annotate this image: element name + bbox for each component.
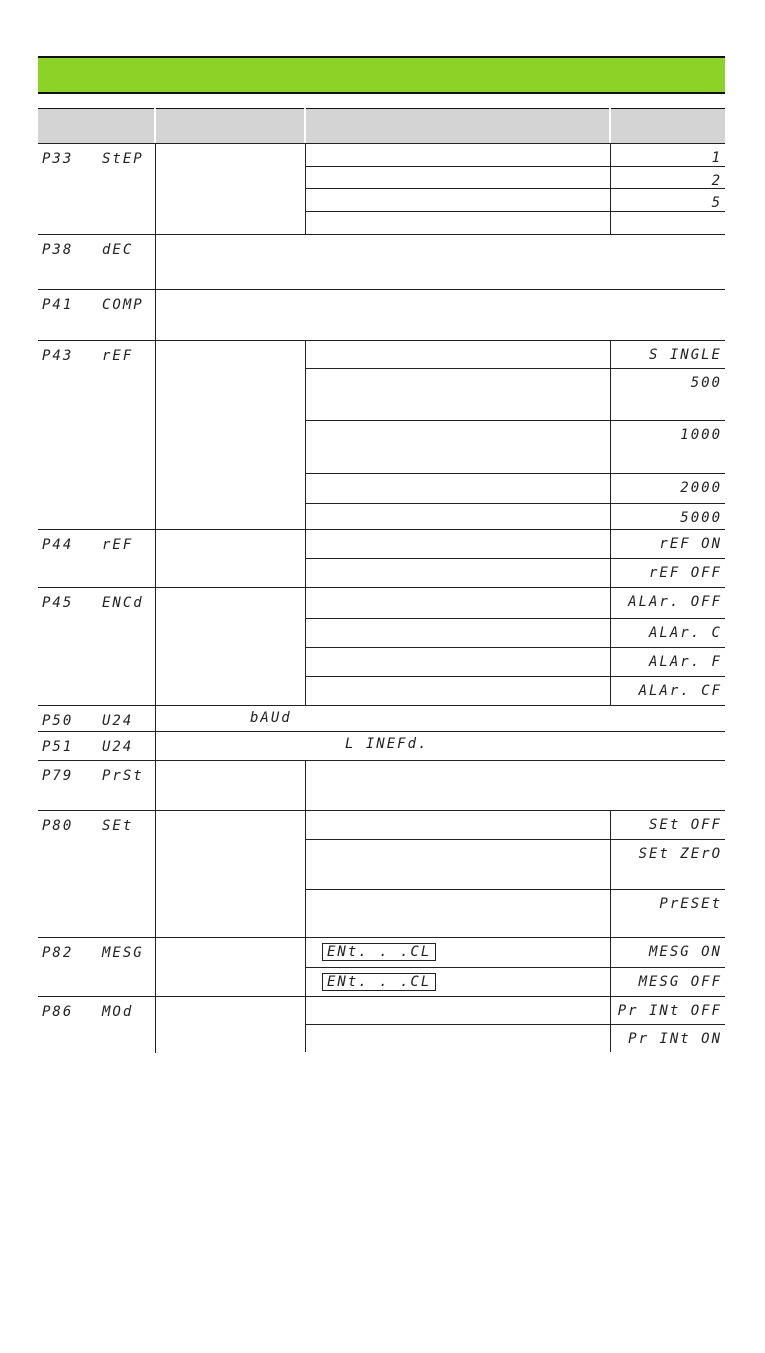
sub-row-divider bbox=[305, 676, 725, 677]
param-code bbox=[42, 714, 152, 728]
sub-row-divider bbox=[305, 368, 725, 369]
column-divider-2 bbox=[305, 810, 306, 937]
row-divider bbox=[38, 731, 725, 732]
row-divider bbox=[38, 234, 725, 235]
param-mnemonic: ENCd bbox=[102, 595, 144, 611]
row-divider bbox=[38, 289, 725, 290]
key-sequence-display: ENt. . .CL bbox=[322, 973, 436, 991]
param-code bbox=[42, 769, 152, 783]
param-mnemonic: rEF bbox=[102, 348, 134, 364]
param-number: P79 bbox=[42, 768, 74, 784]
param-number: P80 bbox=[42, 818, 74, 834]
row-divider bbox=[38, 760, 725, 761]
sub-row-divider bbox=[305, 967, 725, 968]
param-number: P44 bbox=[42, 537, 74, 553]
table-header-display bbox=[611, 108, 725, 143]
sub-row-divider bbox=[305, 889, 725, 890]
table-header-setting bbox=[306, 108, 609, 143]
param-code bbox=[42, 152, 152, 166]
sub-row-divider bbox=[305, 473, 725, 474]
option-display: 2 bbox=[711, 173, 722, 189]
param-mnemonic: COMP bbox=[102, 297, 144, 313]
sub-row-divider bbox=[305, 618, 725, 619]
sub-row-divider bbox=[305, 211, 725, 212]
option-display: ALAr. C bbox=[648, 625, 722, 641]
param-code bbox=[42, 538, 152, 552]
option-display: 5 bbox=[711, 195, 722, 211]
param-mnemonic: SEt bbox=[102, 818, 134, 834]
param-number: P38 bbox=[42, 242, 74, 258]
option-display: ALAr. CF bbox=[638, 683, 722, 699]
sub-row-divider bbox=[305, 647, 725, 648]
option-display: MESG ON bbox=[648, 944, 722, 960]
option-display: 1000 bbox=[680, 427, 722, 443]
param-mnemonic: PrSt bbox=[102, 768, 144, 784]
param-mnemonic: U24 bbox=[102, 713, 134, 729]
row-divider bbox=[38, 996, 725, 997]
key-sequence-display: ENt. . .CL bbox=[322, 943, 436, 961]
option-display: MESG OFF bbox=[638, 974, 722, 990]
param-number: P86 bbox=[42, 1004, 74, 1020]
option-display: PrESEt bbox=[659, 896, 722, 912]
option-display: SEt OFF bbox=[648, 817, 722, 833]
row-divider bbox=[38, 937, 725, 938]
inline-setting-display: L INEFd. bbox=[345, 736, 429, 752]
sub-row-divider bbox=[305, 420, 725, 421]
column-divider-2 bbox=[305, 760, 306, 810]
column-divider-3 bbox=[610, 810, 611, 937]
param-mnemonic: U24 bbox=[102, 739, 134, 755]
column-divider-3 bbox=[610, 587, 611, 705]
sub-row-divider bbox=[305, 188, 725, 189]
option-display: SEt ZErO bbox=[638, 846, 722, 862]
sub-row-divider bbox=[305, 1024, 725, 1025]
param-number: P43 bbox=[42, 348, 74, 364]
param-mnemonic: MESG bbox=[102, 945, 144, 961]
table-header-parameter bbox=[38, 108, 154, 143]
param-mnemonic: StEP bbox=[102, 151, 144, 167]
param-code bbox=[42, 1005, 152, 1019]
param-number: P51 bbox=[42, 739, 74, 755]
param-code bbox=[42, 243, 152, 257]
param-mnemonic: dEC bbox=[102, 242, 134, 258]
sub-row-divider bbox=[305, 558, 725, 559]
option-display: 2000 bbox=[680, 480, 722, 496]
param-code bbox=[42, 349, 152, 363]
option-display: 500 bbox=[690, 375, 722, 391]
param-code bbox=[42, 740, 152, 754]
param-mnemonic: rEF bbox=[102, 537, 134, 553]
param-code bbox=[42, 596, 152, 610]
param-number: P45 bbox=[42, 595, 74, 611]
param-code bbox=[42, 819, 152, 833]
option-display: Pr INt ON bbox=[628, 1031, 722, 1047]
param-code bbox=[42, 298, 152, 312]
param-number: P33 bbox=[42, 151, 74, 167]
row-divider bbox=[38, 529, 725, 530]
row-divider bbox=[38, 587, 725, 588]
sub-row-divider bbox=[305, 503, 725, 504]
row-divider bbox=[38, 143, 725, 144]
row-divider bbox=[38, 705, 725, 706]
option-display: 1 bbox=[711, 150, 722, 166]
section-banner bbox=[38, 56, 725, 94]
sub-row-divider bbox=[305, 166, 725, 167]
option-display: rEF OFF bbox=[648, 565, 722, 581]
option-display: rEF ON bbox=[659, 536, 722, 552]
param-code bbox=[42, 946, 152, 960]
column-divider-1 bbox=[155, 143, 156, 1053]
row-divider bbox=[38, 340, 725, 341]
option-display: 5000 bbox=[680, 510, 722, 526]
param-number: P50 bbox=[42, 713, 74, 729]
option-display: ALAr. F bbox=[648, 654, 722, 670]
param-mnemonic: MOd bbox=[102, 1004, 134, 1020]
sub-row-divider bbox=[305, 839, 725, 840]
inline-setting-display: bAUd bbox=[250, 710, 292, 726]
param-number: P82 bbox=[42, 945, 74, 961]
option-display: ALAr. OFF bbox=[628, 594, 722, 610]
column-divider-2 bbox=[305, 587, 306, 705]
option-display: Pr INt OFF bbox=[617, 1003, 722, 1019]
table-header-function bbox=[156, 108, 304, 143]
option-display: S INGLE bbox=[648, 347, 722, 363]
param-number: P41 bbox=[42, 297, 74, 313]
row-divider bbox=[38, 810, 725, 811]
